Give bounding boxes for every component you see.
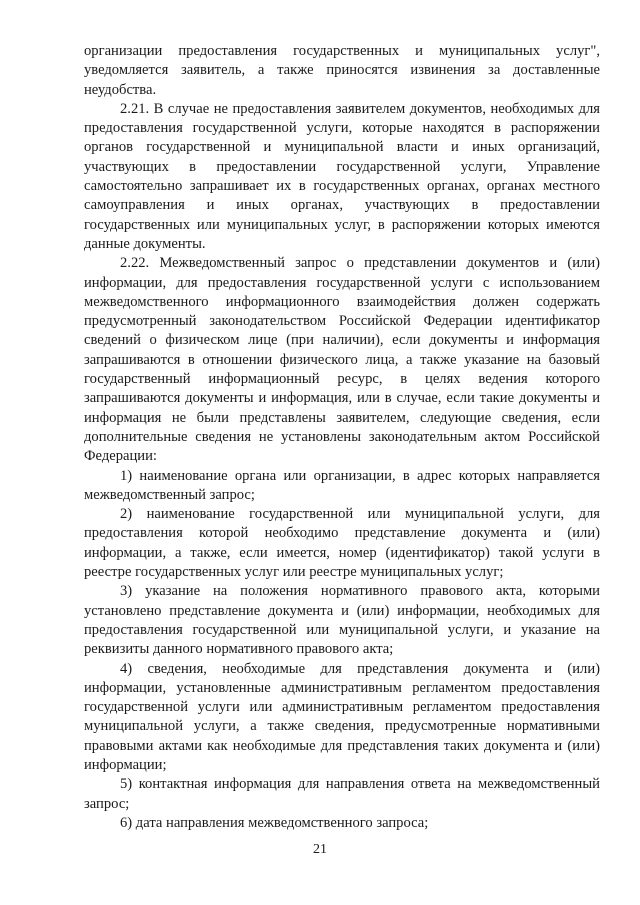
list-item-4: 4) сведения, необходимые для представления документа и (или) информации, установленные административным регламентом предоставления государственной услуги или административным регламентом предоставления муниципальной услуги, а также сведения, предусмотренные нормативными правовыми актами как необходимые для представления таких документа и (или) информации; xyxy=(84,660,600,773)
document-body xyxy=(84,42,600,833)
list-item-1: 1) наименование органа или организации, в адрес которых направляется межведомственный запрос; xyxy=(84,467,600,503)
list-item-6: 6) дата направления межведомственного запроса; xyxy=(120,814,429,831)
paragraph-2-21: 2.21. В случае не предоставления заявителем документов, необходимых для предоставления государственной услуги, которые находятся в распоряжении органов государственной и муниципальной власти и иных организаций, участвующих в предоставлении государственной услуги, Управление самостоятельно запрашивает их в государственных органах, органах местного самоуправления и иных органах, участвующих в предоставлении государственных или муниципальных услуг, в распоряжении которых имеются данные документы. xyxy=(84,100,600,252)
list-item-5: 5) контактная информация для направления ответа на межведомственный запрос; xyxy=(84,776,600,812)
page-number: 21 xyxy=(313,842,327,857)
list-item-3: 3) указание на положения нормативного правового акта, которыми установлено представление документа и (или) информации, необходимых для предоставления государственной или муниципальной услуги, и указание на реквизиты данного нормативного правового акта; xyxy=(84,583,600,658)
paragraph-2-22: 2.22. Межведомственный запрос о представлении документов и (или) информации, для предоставления государственной услуги с использованием межведомственного информационного взаимодействия должен содержать предусмотренный законодательством Российской Федерации идентификатор сведений о физическом лице (при наличии), если документы и информация запрашиваются в отношении физического лица, а также указание на базовый государственный информационный ресурс, в целях ведения которого запрашиваются документы и информация, или в случае, если такие документы и информация не были представлены заявителем, следующие сведения, если дополнительные сведения не установлены законодательным актом Российской Федерации: xyxy=(84,255,600,465)
paragraph-continuation: организации предоставления государственных и муниципальных услуг", уведомляется заявитель, а также приносятся извинения за доставленные неудобства. xyxy=(84,43,600,98)
list-item-2: 2) наименование государственной или муниципальной услуги, для предоставления которой необходимо представление документа и (или) информации, а также, если имеется, номер (идентификатор) такой услуги в реестре государственных услуг или реестре муниципальных услуг; xyxy=(84,506,600,581)
